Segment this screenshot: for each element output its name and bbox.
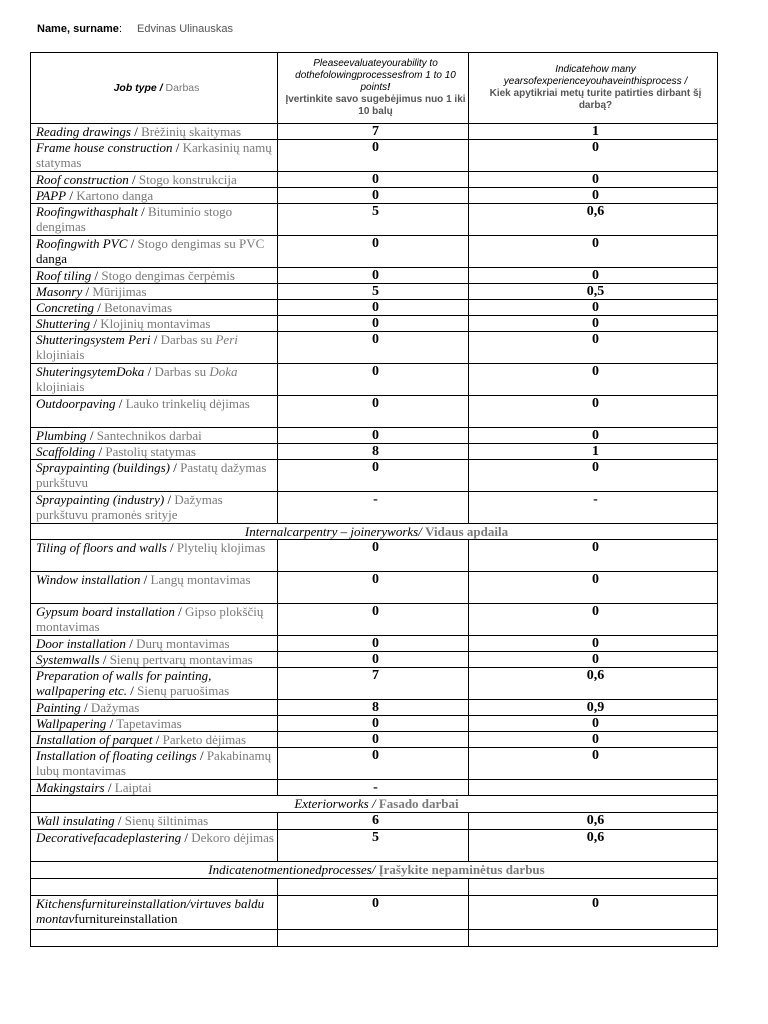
job-name-lt: Plytelių klojimas [176,540,266,555]
table-row [31,284,718,300]
job-name-lt: Dažymas purkštuvu pramonės srityje [36,492,223,522]
years-experience: 0 [469,300,718,316]
job-name-en: Scaffolding [36,444,96,459]
job-name-en: Spraypainting (industry) [36,492,165,507]
years-experience: 0,5 [469,284,718,300]
job-name-en: ShuteringsytemDoka [36,364,145,379]
job-name-en: Roofingwith PVC [36,236,128,251]
years-experience: 0,6 [469,668,718,700]
job-name-lt: Brėžinių skaitymas [141,124,242,139]
empty-cell [278,930,469,947]
job-type-cell: Door installation / Durų montavimas [31,636,278,652]
years-experience: 0 [469,364,718,396]
job-type-cell: Preparation of walls for painting, wallpapering etc. / Sienų paruošimas [31,668,278,700]
years-experience: 0 [469,732,718,748]
job-name-lt: Dekoro dėjimas [191,830,274,845]
ability-score: 0 [278,460,469,492]
empty-cell [469,879,718,896]
table-row-other [31,896,718,930]
job-name-lt: Pastatų dažymas purkštuvu [36,460,267,490]
job-type-cell: Reading drawings / Brėžinių skaitymas [31,124,278,140]
table-row [31,604,718,636]
ability-score: 0 [278,188,469,204]
years-experience: - [469,492,718,524]
table-row [31,668,718,700]
other-process-en: Kitchensfurnitureinstallation/virtuves baldu montav [36,896,265,926]
table-row [31,204,718,236]
ability-score: 8 [278,444,469,460]
job-name-en: Makingstairs [36,780,105,795]
ability-score: 0 [278,716,469,732]
job-name-en: Installation of parquet [36,732,153,747]
section-title-lt: Įrašykite nepaminėtus darbus [378,862,545,877]
job-type-cell: Gypsum board installation / Gipso plokščių montavimas [31,604,278,636]
job-name-lt-end: klojiniais [36,379,85,394]
table-row [31,780,718,796]
empty-row [31,879,718,896]
ability-score: 6 [278,813,469,830]
years-experience: 0,6 [469,204,718,236]
job-name-lt: Parketo dėjimas [162,732,247,747]
job-type-cell: Decorativefacadeplastering / Dekoro dėjimas [31,830,278,862]
job-name-en: Reading drawings [36,124,131,139]
job-name-lt: Stogo dengimas čerpėmis [101,268,235,283]
table-row [31,124,718,140]
job-type-cell: Systemwalls / Sienų pertvarų montavimas [31,652,278,668]
job-name-lt: Gipso plokščių montavimas [36,604,264,634]
section-other-row [31,862,718,879]
years-experience: 0 [469,636,718,652]
ability-score: 5 [278,284,469,300]
job-name-en: Tiling of floors and walls [36,540,167,555]
table-row [31,364,718,396]
ability-score: 0 [278,364,469,396]
empty-cell [469,930,718,947]
years-experience: 0 [469,140,718,172]
ability-score: 0 [278,636,469,652]
years-experience: 1 [469,444,718,460]
ability-score: 0 [278,316,469,332]
empty-cell [278,879,469,896]
section-title-lt: Fasado darbai [378,796,459,811]
table-row [31,572,718,604]
table-row [31,236,718,268]
ability-score: 0 [278,332,469,364]
job-name-en: Decorativefacadeplastering [36,830,182,845]
job-type-cell: Spraypainting (buildings) / Pastatų dažymas purkštuvu [31,460,278,492]
name-label: Name, surname [37,23,119,35]
job-name-en: Painting [36,700,81,715]
job-name-lt: Tapetavimas [116,716,182,731]
job-name-lt: Darbas su [154,364,207,379]
section-title [31,796,718,813]
job-name-en: Preparation of walls for painting, wallpapering etc. [36,668,212,698]
ability-score: 0 [278,140,469,172]
job-type-cell: Roofingwithasphalt / Bituminio stogo dengimas [31,204,278,236]
job-type-cell: Wall insulating / Sienų šiltinimas [31,813,278,830]
job-name-lt: Mūrijimas [92,284,147,299]
years-experience [469,780,718,796]
job-name-en: Spraypainting (buildings) [36,460,170,475]
empty-row [31,930,718,947]
table-row [31,732,718,748]
job-name-lt: Klojinių montavimas [100,316,211,331]
job-name-en: Installation of floating ceilings [36,748,197,763]
job-type-cell: Spraypainting (industry) / Dažymas purkštuvu pramonės srityje [31,492,278,524]
ability-score: 0 [278,748,469,780]
job-name-en: Frame house construction [36,140,173,155]
job-type-cell: Scaffolding / Pastolių statymas [31,444,278,460]
job-name-en: Shuttering [36,316,91,331]
ability-score: - [278,492,469,524]
job-name-en: Roof construction [36,172,129,187]
job-name-lt: Betonavimas [104,300,173,315]
job-name-lt: Bituminio stogo dengimas [36,204,233,234]
job-name-lt: Durų montavimas [136,636,230,651]
job-type-cell: Masonry / Mūrijimas [31,284,278,300]
ability-score: 0 [278,236,469,268]
table-row [31,540,718,572]
table-row [31,172,718,188]
job-name-en: Wallpapering [36,716,107,731]
job-name-lt: Pastolių statymas [105,444,196,459]
job-name-en: PAPP [36,188,67,203]
skills-table [30,52,718,947]
ability-score: 0 [278,572,469,604]
job-name-lt: Lauko trinkelių dėjimas [125,396,250,411]
years-experience: 0 [469,716,718,732]
years-experience: 0 [469,316,718,332]
ability-score: 0 [278,652,469,668]
table-row [31,316,718,332]
job-type-cell: Wallpapering / Tapetavimas [31,716,278,732]
section-exterior-row [31,796,718,813]
job-name-lt: Stogo dengimas su PVC [137,236,265,251]
years-experience: 0 [469,268,718,284]
job-type-cell [31,896,278,930]
years-experience: 0 [469,460,718,492]
section-title [31,524,718,540]
ability-score: 0 [278,172,469,188]
job-name-lt: Karkasinių namų statymas [36,140,272,170]
job-name-en: Roof tiling [36,268,92,283]
name-colon: : [118,23,122,35]
job-name-en: Outdoorpaving [36,396,116,411]
job-name-lt-italic: Doka [209,364,238,379]
job-name-lt: Darbas su [160,332,213,347]
job-name-lt-italic: Peri [215,332,238,347]
job-name-en: Masonry [36,284,83,299]
years-experience: 0 [469,332,718,364]
job-name-lt: Pakabinamų lubų montavimas [36,748,272,778]
job-name-en: Concreting [36,300,95,315]
table-row [31,428,718,444]
ability-score: 7 [278,668,469,700]
years-experience: 0 [469,172,718,188]
years-experience: 0 [469,652,718,668]
job-name-lt: Sienų paruošimas [137,683,230,698]
job-type-cell: Roof tiling / Stogo dengimas čerpėmis [31,268,278,284]
job-name-en: Gypsum board installation [36,604,175,619]
job-name-lt: Kartono danga [76,188,154,203]
table-row [31,140,718,172]
empty-cell [31,930,278,947]
job-name-lt: Sienų pertvarų montavimas [109,652,253,667]
years-experience: 0 [469,896,718,930]
years-experience: 0,6 [469,813,718,830]
years-header: Indicatehow many yearsofexperienceyouhaveinthisprocess / Kiek apytikriai metų turite patirties dirbant šį darbą? [469,53,718,124]
job-name-en: Door installation [36,636,126,651]
table-row [31,813,718,830]
table-row [31,830,718,862]
name-value: Edvinas Ulinauskas [137,23,233,35]
job-type-cell: Makingstairs / Laiptai [31,780,278,796]
other-process-rest: furnitureinstallation [74,911,178,926]
table-row [31,700,718,716]
section-title-lt: Vidaus apdaila [425,524,509,539]
job-name-lt: Dažymas [90,700,140,715]
job-type-cell: Concreting / Betonavimas [31,300,278,316]
ability-score: 0 [278,268,469,284]
ability-score: 0 [278,396,469,428]
job-name-en: Shutteringsystem Peri [36,332,151,347]
job-type-cell: PAPP / Kartono danga [31,188,278,204]
table-row [31,300,718,316]
table-row [31,716,718,732]
table-row [31,332,718,364]
name-header [37,23,233,35]
job-type-cell: Installation of parquet / Parketo dėjimas [31,732,278,748]
table-row [31,396,718,428]
ability-score: 0 [278,604,469,636]
ability-score: 0 [278,896,469,930]
section-internal-row [31,524,718,540]
job-name-en: Systemwalls [36,652,100,667]
ability-score: 0 [278,300,469,316]
job-type-header: Job type / Darbas [31,53,278,124]
job-type-cell: Painting / Dažymas [31,700,278,716]
section-title-en: Indicatenotmentionedprocesses/ [208,862,376,877]
job-name-lt-extra: danga [36,251,68,266]
ability-score: 0 [278,428,469,444]
table-row [31,188,718,204]
section-title [31,862,718,879]
section-title-en: Exteriorworks / [294,796,376,811]
job-name-lt: Stogo konstrukcija [138,172,237,187]
ability-score: 0 [278,732,469,748]
job-type-cell: Outdoorpaving / Lauko trinkelių dėjimas [31,396,278,428]
job-name-en: Roofingwithasphalt [36,204,138,219]
job-name-lt: Santechnikos darbai [96,428,202,443]
table-row [31,492,718,524]
job-name-en: Wall insulating [36,813,115,828]
ability-score: 5 [278,830,469,862]
job-type-cell: Frame house construction / Karkasinių namų statymas [31,140,278,172]
ability-score: 7 [278,124,469,140]
job-type-cell: Shuttering / Klojinių montavimas [31,316,278,332]
years-experience: 0 [469,188,718,204]
table-row [31,268,718,284]
table-header-row [31,53,718,124]
job-type-cell: Shutteringsystem Peri / Darbas su Peri klojiniais [31,332,278,364]
job-name-lt: Laiptai [114,780,152,795]
job-type-cell: Window installation / Langų montavimas [31,572,278,604]
years-experience: 0,9 [469,700,718,716]
ability-score: 0 [278,540,469,572]
section-title-en: Internalcarpentry – joineryworks/ [244,524,422,539]
table-row [31,636,718,652]
years-experience: 0 [469,540,718,572]
ability-score: 8 [278,700,469,716]
years-experience: 0 [469,236,718,268]
ability-score: 5 [278,204,469,236]
years-experience: 1 [469,124,718,140]
years-experience: 0 [469,748,718,780]
years-experience: 0,6 [469,830,718,862]
ability-header: Pleaseevaluateyourability to dothefolowingprocessesfrom 1 to 10 points! Įvertinkite savo sugebėjimus nuo 1 iki 10 balų [278,53,469,124]
job-type-cell: Plumbing / Santechnikos darbai [31,428,278,444]
job-type-cell: Installation of floating ceilings / Pakabinamų lubų montavimas [31,748,278,780]
ability-score: - [278,780,469,796]
empty-cell [31,879,278,896]
job-type-cell: ShuteringsytemDoka / Darbas su Doka klojiniais [31,364,278,396]
table-row [31,652,718,668]
job-name-lt-end: klojiniais [36,347,85,362]
years-experience: 0 [469,396,718,428]
job-name-lt: Langų montavimas [150,572,251,587]
table-row [31,460,718,492]
years-experience: 0 [469,572,718,604]
job-name-en: Window installation [36,572,141,587]
job-type-cell: Tiling of floors and walls / Plytelių klojimas [31,540,278,572]
job-type-cell: Roof construction / Stogo konstrukcija [31,172,278,188]
table-row [31,748,718,780]
job-name-en: Plumbing [36,428,87,443]
table-row [31,444,718,460]
years-experience: 0 [469,604,718,636]
job-name-lt: Sienų šiltinimas [124,813,209,828]
job-type-cell: Roofingwith PVC / Stogo dengimas su PVC danga [31,236,278,268]
years-experience: 0 [469,428,718,444]
